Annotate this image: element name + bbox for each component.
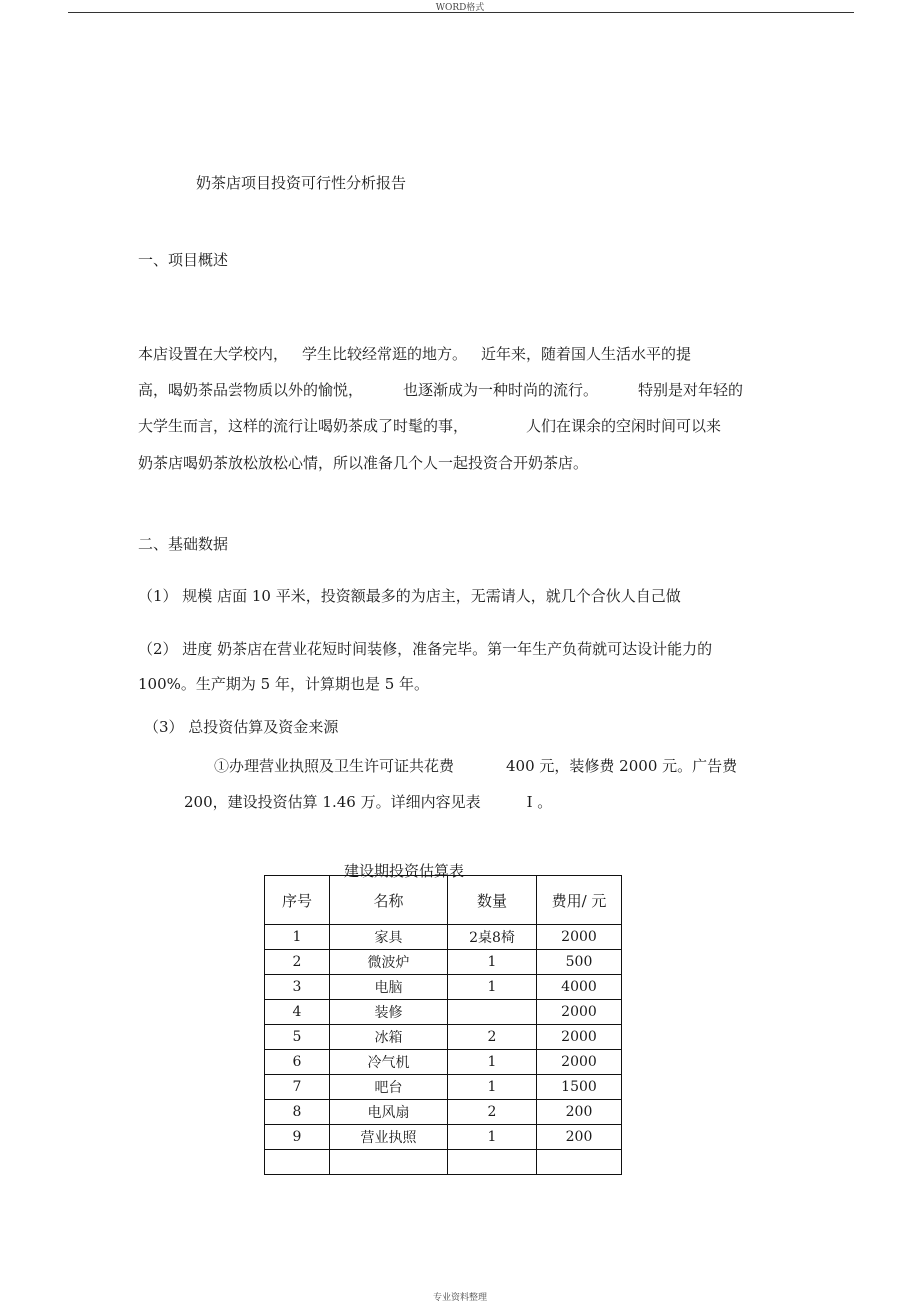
text-span: Ⅰ 。 (526, 793, 553, 811)
header-cell: 数量 (448, 876, 537, 925)
text-span: 高，喝奶茶品尝物质以外的愉悦， (138, 381, 364, 399)
header-cell: 序号 (265, 876, 330, 925)
investment-budget-table (264, 875, 622, 1175)
table-row (265, 1050, 622, 1075)
table-cell: 微波炉 (330, 950, 448, 975)
table-cell (537, 1150, 622, 1175)
table-cell: 3 (265, 975, 330, 1000)
table-row (265, 1100, 622, 1125)
table-cell: 6 (265, 1050, 330, 1075)
table-cell: 1 (448, 975, 537, 1000)
table-cell: 5 (265, 1025, 330, 1050)
table-cell: 1 (265, 925, 330, 950)
item-2-progress-line-1: （2） 进度 奶茶店在营业花短时间装修，准备完毕。第一年生产负荷就可达设计能力的 (138, 640, 713, 658)
table-cell (448, 1000, 537, 1025)
table-cell: 2000 (537, 1050, 622, 1075)
table-cell: 家具 (330, 925, 448, 950)
table-header-row (265, 876, 622, 925)
table-cell: 2000 (537, 1025, 622, 1050)
table-cell (265, 1150, 330, 1175)
table-cell: 4 (265, 1000, 330, 1025)
text-span: 特别是对年轻的 (638, 381, 744, 399)
item-3-sub-line-1 (214, 755, 737, 776)
table-cell: 2 (448, 1100, 537, 1125)
table-cell: 1 (448, 950, 537, 975)
table-cell: 冰箱 (330, 1025, 448, 1050)
table-cell: 吧台 (330, 1075, 448, 1100)
section1-heading: 一、项目概述 (138, 251, 229, 269)
document-title: 奶茶店项目投资可行性分析报告 (196, 174, 407, 192)
text-span: 也逐渐成为一种时尚的流行。 (403, 381, 599, 399)
table-cell: 2 (448, 1025, 537, 1050)
table-cell: 500 (537, 950, 622, 975)
text-span: 200，建设投资估算 1.46 万。详细内容见表 (184, 793, 481, 811)
table-cell (448, 1150, 537, 1175)
table-row (265, 975, 622, 1000)
table-cell: 电风扇 (330, 1100, 448, 1125)
table-cell: 2000 (537, 925, 622, 950)
section2-heading: 二、基础数据 (138, 535, 229, 553)
header-rule (68, 12, 854, 13)
table-cell: 2000 (537, 1000, 622, 1025)
item-3-sub-line-2 (184, 791, 552, 812)
table-cell: 1500 (537, 1075, 622, 1100)
table-cell: 4000 (537, 975, 622, 1000)
table-cell: 200 (537, 1100, 622, 1125)
text-span: ①办理营业执照及卫生许可证共花费 (214, 757, 455, 775)
text-span: 本店设置在大学校内， (138, 345, 289, 363)
table-caption: 建设期投资估算表 (344, 862, 465, 880)
section1-line-1 (138, 343, 691, 364)
header-cell: 费用/ 元 (537, 876, 622, 925)
section1-line-3 (138, 415, 721, 436)
table-cell: 1 (448, 1075, 537, 1100)
table-cell: 1 (448, 1050, 537, 1075)
table-cell: 9 (265, 1125, 330, 1150)
text-span: 学生比较经常逛的地方。 (302, 345, 468, 363)
table-row-empty (265, 1150, 622, 1175)
page-header: WORD格式 (435, 3, 485, 13)
section1-line-4: 奶茶店喝奶茶放松放松心情，所以准备几个人一起投资合开奶茶店。 (138, 454, 589, 472)
item-2-progress-line-2: 100%。生产期为 5 年，计算期也是 5 年。 (138, 675, 430, 693)
table-row (265, 925, 622, 950)
table-row (265, 950, 622, 975)
table-cell: 1 (448, 1125, 537, 1150)
text-span: 400 元，装修费 2000 元。广告费 (506, 757, 738, 775)
item-1-scale: （1） 规模 店面 10 平米，投资额最多的为店主，无需请人，就几个合伙人自己做 (138, 587, 681, 605)
page-footer: 专业资料整理 (432, 1293, 487, 1303)
text-span: 大学生而言，这样的流行让喝奶茶成了时髦的事， (138, 417, 469, 435)
table-cell (330, 1150, 448, 1175)
table-cell: 冷气机 (330, 1050, 448, 1075)
table-row (265, 1075, 622, 1100)
table-cell: 200 (537, 1125, 622, 1150)
table-cell: 8 (265, 1100, 330, 1125)
text-span: 近年来，随着国人生活水平的提 (481, 345, 692, 363)
table-row (265, 1125, 622, 1150)
table-cell: 7 (265, 1075, 330, 1100)
text-span: 人们在课余的空闲时间可以来 (526, 417, 722, 435)
table-cell: 2桌8椅 (448, 925, 537, 950)
table-row (265, 1025, 622, 1050)
item-3-heading: （3） 总投资估算及资金来源 (144, 718, 339, 736)
table-cell: 营业执照 (330, 1125, 448, 1150)
table-row (265, 1000, 622, 1025)
table-cell: 电脑 (330, 975, 448, 1000)
header-cell: 名称 (330, 876, 448, 925)
table-cell: 装修 (330, 1000, 448, 1025)
section1-line-2 (138, 379, 743, 400)
table-cell: 2 (265, 950, 330, 975)
